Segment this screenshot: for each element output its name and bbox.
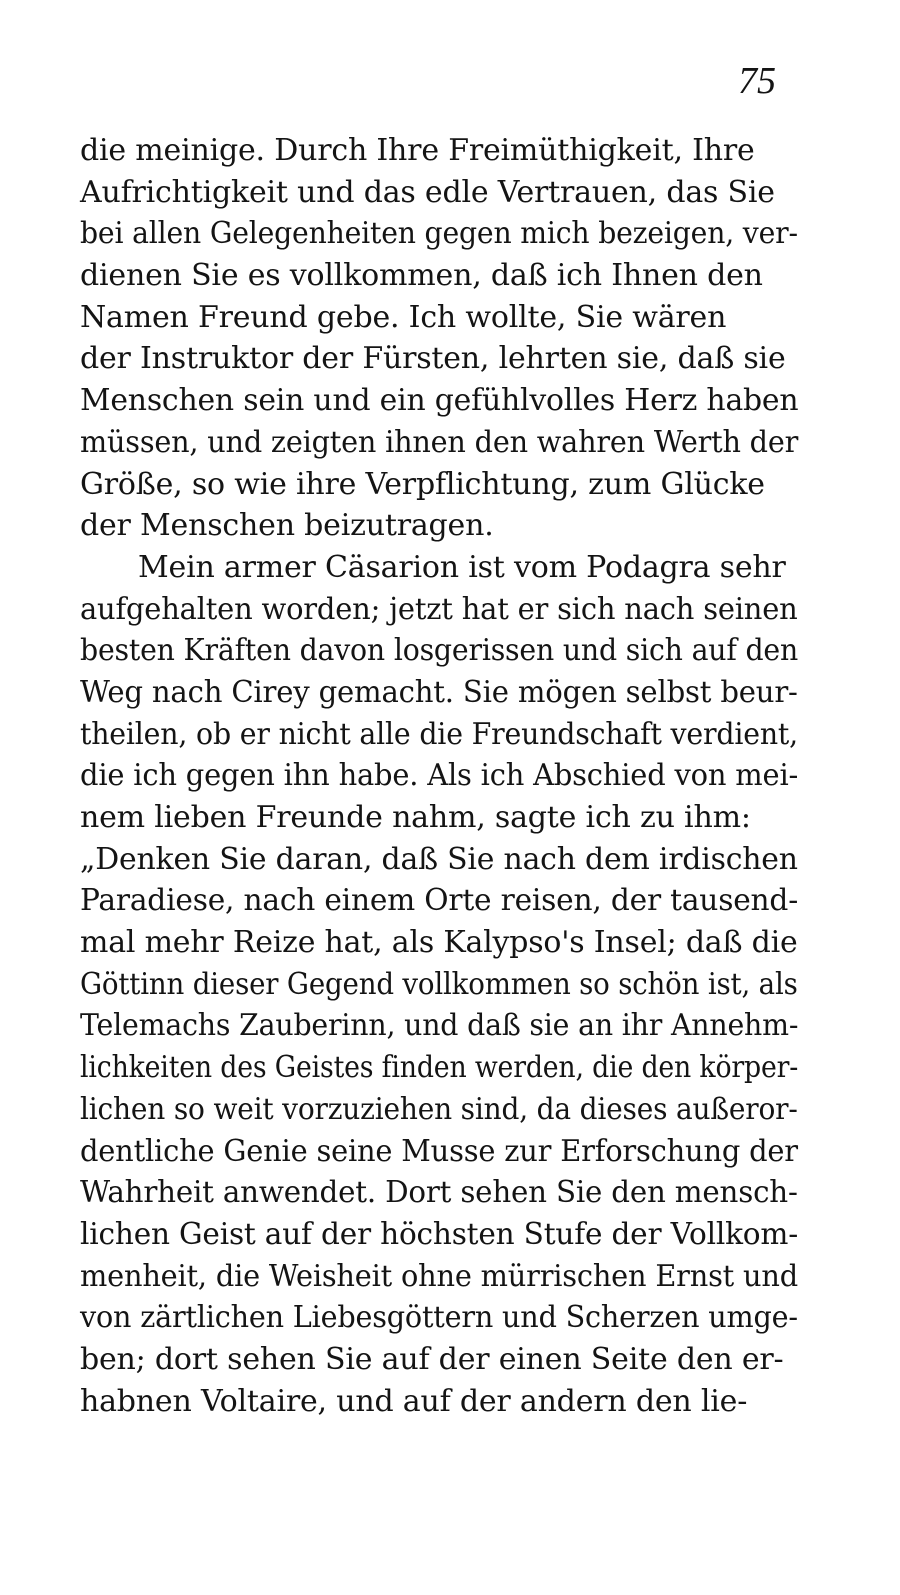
text-line: Göttinn dieser Gegend vollkommen so schön ist, als	[80, 966, 798, 1002]
text-line: lichen Geist auf der höchsten Stufe der Vollkom-	[80, 1216, 799, 1252]
text-line: Mein armer Cäsarion ist vom Podagra sehr	[138, 549, 786, 585]
text-line: Wahrheit anwendet. Dort sehen Sie den mensch-	[80, 1175, 798, 1211]
paragraph-1	[80, 130, 798, 547]
text-line: habnen Voltaire, und auf der andern den lie-	[80, 1383, 748, 1419]
text-line: „Denken Sie daran, daß Sie nach dem irdischen	[80, 841, 798, 877]
text-line: Größe, so wie ihre Verpflichtung, zum Glücke	[80, 466, 765, 502]
text-line: aufgehalten worden; jetzt hat er sich nach seinen	[80, 591, 798, 627]
text-line: Telemachs Zauberinn, und daß sie an ihr Annehm-	[80, 1008, 799, 1044]
text-line: theilen, ob er nicht alle die Freundschaft verdient,	[80, 716, 798, 752]
text-line: dienen Sie es vollkommen, daß ich Ihnen den	[80, 258, 763, 294]
text-line: müssen, und zeigten ihnen den wahren Werth der	[80, 424, 799, 460]
text-line: dentliche Genie seine Musse zur Erforschung der	[80, 1133, 798, 1169]
text-line: der Instruktor der Fürsten, lehrten sie, daß sie	[80, 341, 786, 377]
text-line: Paradiese, nach einem Orte reisen, der tausend-	[80, 883, 799, 919]
text-line: ben; dort sehen Sie auf der einen Seite den er-	[80, 1341, 784, 1377]
text-line: nem lieben Freunde nahm, sagte ich zu ihm:	[80, 800, 751, 835]
text-line: die meinige. Durch Ihre Freimüthigkeit, Ihre	[80, 133, 755, 168]
text-line: besten Kräften davon losgerissen und sich auf den	[80, 633, 799, 669]
text-line: Weg nach Cirey gemacht. Sie mögen selbst beur-	[80, 674, 798, 710]
body-text	[80, 130, 798, 1422]
text-line: Menschen sein und ein gefühlvolles Herz haben	[80, 383, 799, 419]
text-line: von zärtlichen Liebesgöttern und Scherzen umge-	[80, 1300, 798, 1336]
text-line: menheit, die Weisheit ohne mürrischen Ernst und	[80, 1258, 798, 1294]
text-line: die ich gegen ihn habe. Als ich Abschied von mei-	[80, 758, 799, 794]
text-line: lichkeiten des Geistes finden werden, die den körper-	[80, 1050, 799, 1086]
text-line: lichen so weit vorzuziehen sind, da dieses außeror-	[80, 1091, 798, 1127]
text-line: bei allen Gelegenheiten gegen mich bezeigen, ver-	[80, 216, 798, 252]
text-line: Aufrichtigkeit und das edle Vertrauen, das Sie	[80, 174, 775, 210]
paragraph-2	[80, 547, 798, 1422]
text-line: der Menschen beizutragen.	[80, 508, 494, 544]
text-line: mal mehr Reize hat, als Kalypso's Insel; daß die	[80, 925, 798, 961]
page-number: 75	[738, 60, 776, 102]
text-line: Namen Freund gebe. Ich wollte, Sie wären	[80, 299, 727, 335]
